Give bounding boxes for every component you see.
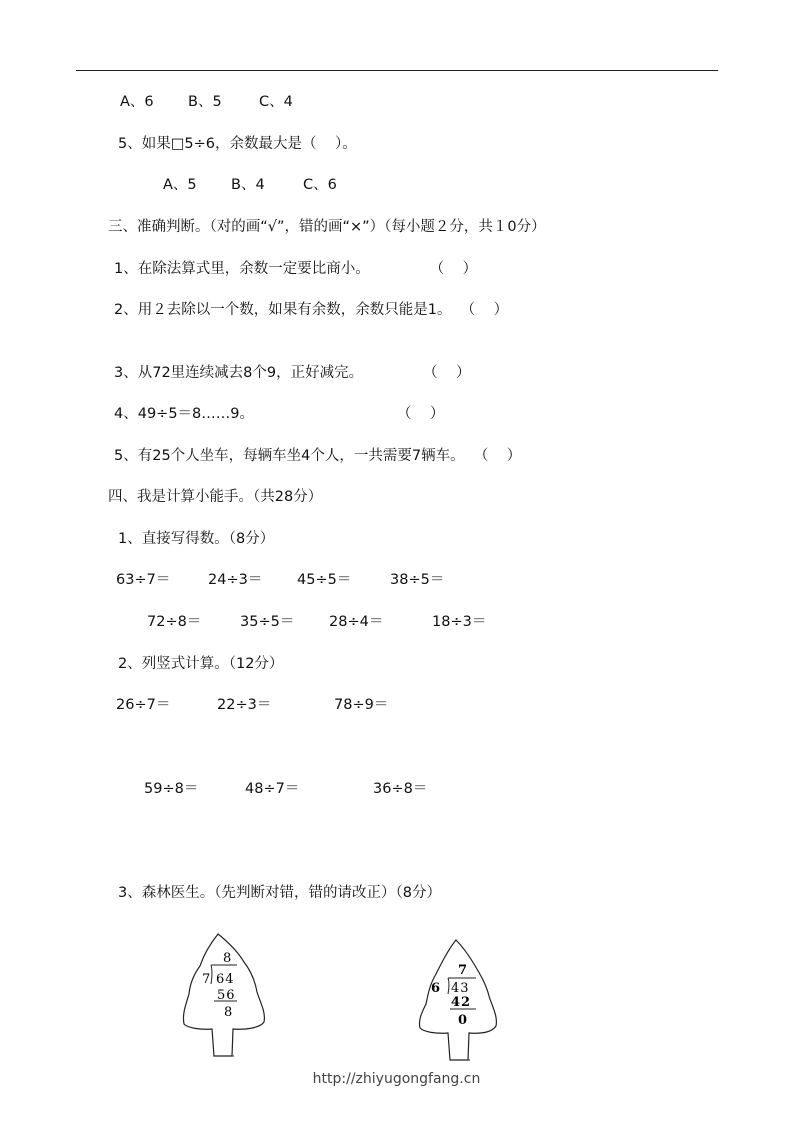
- q4-option-a: A、6: [120, 94, 154, 110]
- tree-1-dividend: 64: [216, 972, 235, 987]
- q5-stem: 5、如果□5÷6，余数最大是（ ）。: [118, 136, 357, 152]
- calc-2: 24÷3＝: [208, 572, 263, 588]
- tree-1-quotient: 8: [223, 951, 232, 966]
- vertical-calc-5: 48÷7＝: [245, 781, 300, 797]
- q5-option-b: B、4: [231, 177, 265, 193]
- q4-option-c: C、4: [259, 94, 293, 110]
- calc-5: 72÷8＝: [147, 614, 202, 630]
- tree-2-quotient: 7: [458, 963, 468, 978]
- judge-item-1: 1、在除法算式里，余数一定要比商小。 （ ）: [114, 261, 478, 277]
- tree-1-remainder: 8: [224, 1005, 233, 1020]
- tree-1-drawing: [180, 930, 270, 1060]
- tree-2-drawing: [414, 936, 504, 1064]
- tree-2-dividend: 43: [451, 981, 470, 996]
- q5-option-a: A、5: [163, 177, 197, 193]
- judge-item-3: 3、从72里连续减去8个9，正好减完。 （ ）: [114, 365, 471, 381]
- tree-2-divisor: 6: [431, 981, 441, 996]
- tree-1-product: 56: [217, 988, 236, 1003]
- header-rule: [76, 70, 718, 71]
- calc-6: 35÷5＝: [240, 614, 295, 630]
- q5-option-c: C、6: [303, 177, 337, 193]
- calc-4: 38÷5＝: [390, 572, 445, 588]
- vertical-calc-6: 36÷8＝: [373, 781, 428, 797]
- section3-title: 三、准确判断。（对的画“√”，错的画“×”）（每小题２分，共１0分）: [108, 219, 546, 235]
- vertical-calc-1: 26÷7＝: [116, 697, 171, 713]
- calc-7: 28÷4＝: [329, 614, 384, 630]
- footer-url[interactable]: http://zhiyugongfang.cn: [312, 1071, 481, 1087]
- tree-2-remainder: 0: [458, 1013, 468, 1028]
- vertical-calc-2: 22÷3＝: [217, 697, 272, 713]
- calc-8: 18÷3＝: [432, 614, 487, 630]
- calc-1: 63÷7＝: [116, 572, 171, 588]
- judge-item-5: 5、有25个人坐车，每辆车坐4个人，一共需要7辆车。 （ ）: [114, 448, 522, 464]
- part1-title: 1、直接写得数。（8分）: [118, 531, 275, 547]
- tree-1-divisor: 7: [202, 972, 211, 987]
- vertical-calc-3: 78÷9＝: [334, 697, 389, 713]
- judge-item-2: 2、用２去除以一个数，如果有余数，余数只能是1。 （ ）: [114, 302, 509, 318]
- judge-item-4: 4、49÷5＝8……9。 （ ）: [114, 406, 445, 422]
- vertical-calc-4: 59÷8＝: [144, 781, 199, 797]
- section4-title: 四、我是计算小能手。（共28分）: [108, 489, 323, 505]
- part3-title: 3、森林医生。（先判断对错，错的请改正）（8分）: [118, 885, 441, 901]
- q4-option-b: B、5: [188, 94, 222, 110]
- tree-2-product: 42: [451, 995, 472, 1010]
- calc-3: 45÷5＝: [297, 572, 352, 588]
- part2-title: 2、列竖式计算。（12分）: [118, 656, 284, 672]
